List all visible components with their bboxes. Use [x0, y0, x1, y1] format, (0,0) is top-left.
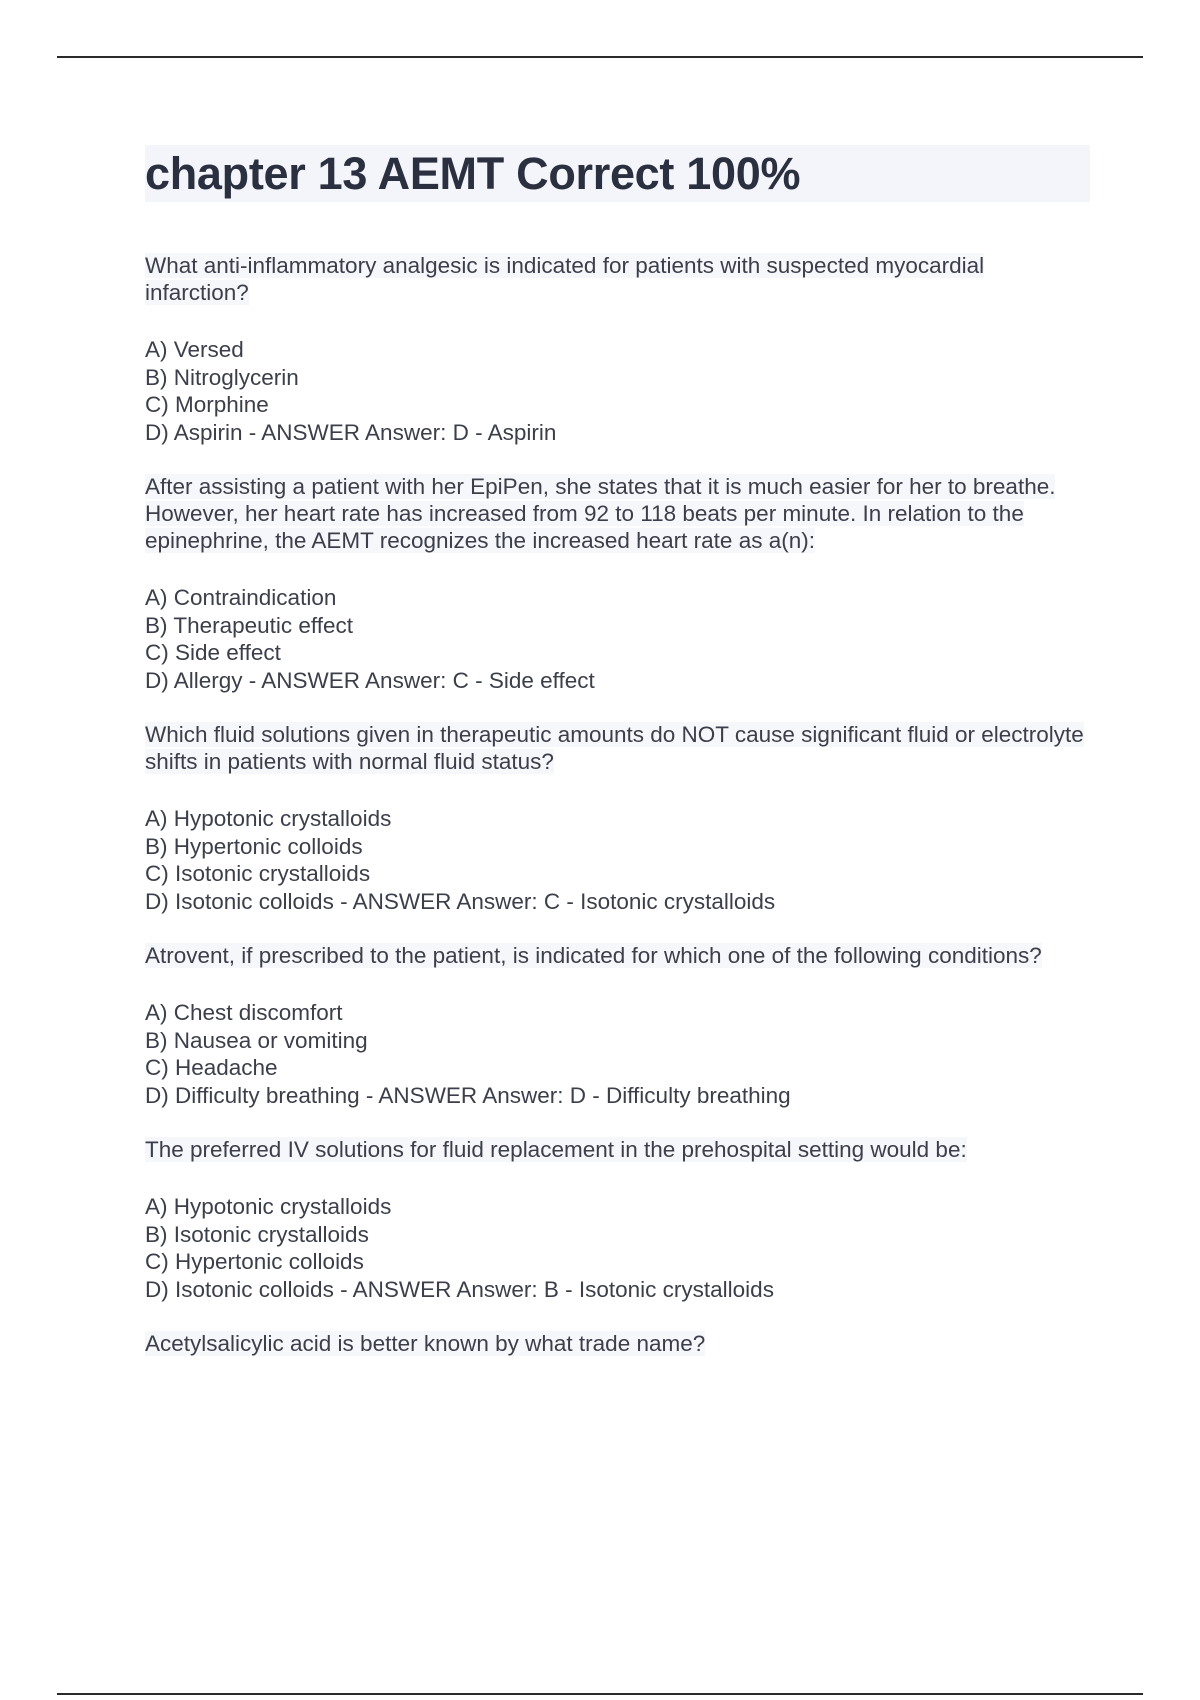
option-b: B) Therapeutic effect — [145, 612, 354, 638]
option-a: A) Versed — [145, 337, 244, 362]
option-list — [145, 999, 1090, 1109]
question-text: After assisting a patient with her EpiPen, she states that it is much easier for her to breathe. However, her heart rate has increased from 92 to 118 beats per minute. In relation to the epinephrine, the AEMT recognizes the increased heart rate as a(n): — [145, 474, 1056, 553]
option-c: C) Isotonic crystalloids — [145, 861, 371, 886]
option-b: B) Hypertonic colloids — [145, 833, 363, 859]
question-block-3 — [145, 721, 1090, 915]
question-text: Acetylsalicylic acid is better known by what trade name? — [145, 1331, 706, 1356]
option-list — [145, 336, 1090, 446]
option-d-answer: D) Aspirin - ANSWER Answer: D - Aspirin — [145, 419, 557, 445]
option-c: C) Side effect — [145, 640, 281, 665]
question-block-1 — [145, 252, 1090, 446]
option-d-answer: D) Isotonic colloids - ANSWER Answer: C - Isotonic crystalloids — [145, 888, 776, 914]
bottom-rule — [57, 1693, 1143, 1695]
option-c: C) Hypertonic colloids — [145, 1249, 364, 1274]
option-c: C) Headache — [145, 1055, 278, 1080]
top-rule — [57, 56, 1143, 58]
option-a: A) Hypotonic crystalloids — [145, 1194, 392, 1219]
option-a: A) Chest discomfort — [145, 1000, 343, 1025]
option-d-answer: D) Allergy - ANSWER Answer: C - Side effect — [145, 667, 595, 693]
option-d-answer: D) Difficulty breathing - ANSWER Answer: D - Difficulty breathing — [145, 1082, 791, 1108]
title-band — [145, 145, 1090, 202]
document-body — [145, 145, 1090, 1387]
option-a: A) Hypotonic crystalloids — [145, 806, 392, 831]
question-text: Which fluid solutions given in therapeutic amounts do NOT cause significant fluid or electrolyte shifts in patients with normal fluid status? — [145, 722, 1084, 774]
option-b: B) Nitroglycerin — [145, 364, 299, 390]
question-block-5 — [145, 1136, 1090, 1303]
option-a: A) Contraindication — [145, 585, 337, 610]
option-list — [145, 584, 1090, 694]
question-text: Atrovent, if prescribed to the patient, is indicated for which one of the following conditions? — [145, 943, 1042, 968]
option-list — [145, 1193, 1090, 1303]
question-block-4 — [145, 942, 1090, 1109]
option-b: B) Nausea or vomiting — [145, 1027, 368, 1053]
option-list — [145, 805, 1090, 915]
option-b: B) Isotonic crystalloids — [145, 1221, 369, 1247]
option-c: C) Morphine — [145, 392, 269, 417]
question-text: What anti-inflammatory analgesic is indicated for patients with suspected myocardial infarction? — [145, 253, 985, 305]
option-d-answer: D) Isotonic colloids - ANSWER Answer: B - Isotonic crystalloids — [145, 1276, 774, 1302]
question-text: The preferred IV solutions for fluid replacement in the prehospital setting would be: — [145, 1137, 967, 1162]
question-block-6 — [145, 1330, 1090, 1357]
question-block-2 — [145, 473, 1090, 694]
page-title: chapter 13 AEMT Correct 100% — [145, 148, 801, 199]
